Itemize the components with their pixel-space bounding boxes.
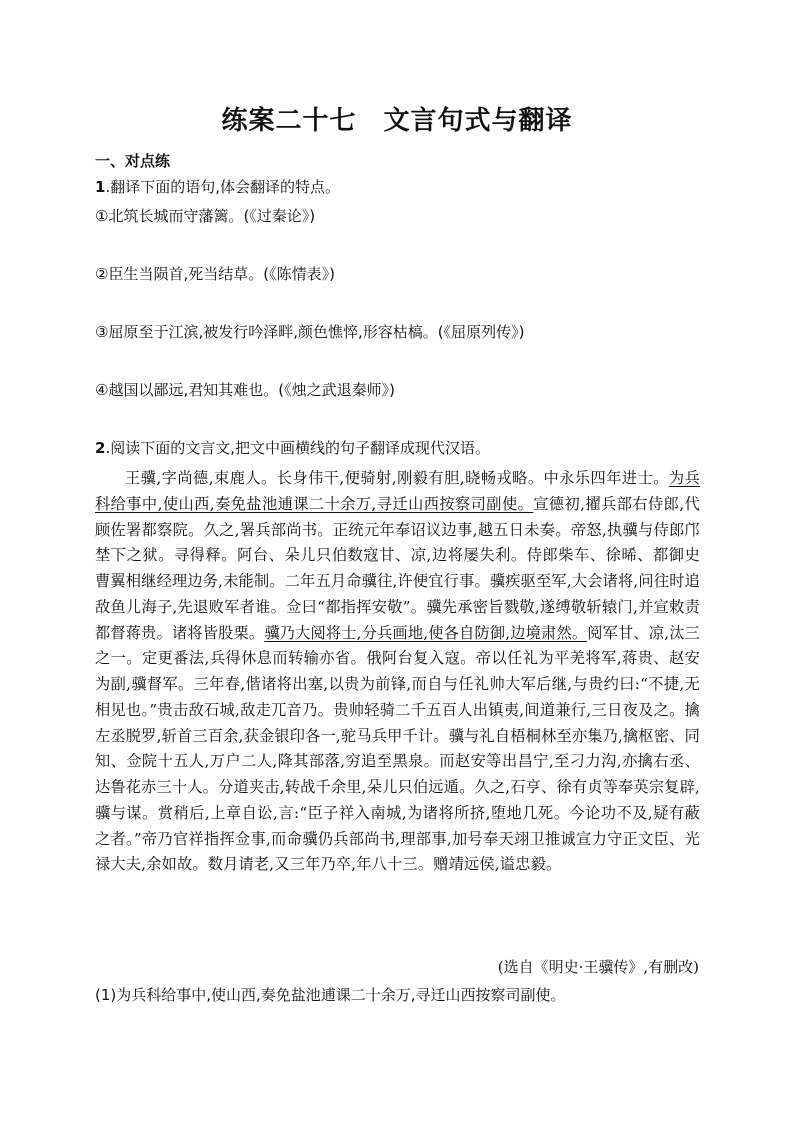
classical-passage: [95, 466, 700, 878]
passage-text: 王骥,字尚德,束鹿人。长身伟干,便骑射,刚毅有胆,晓畅戎略。中永乐四年进士。: [125, 469, 669, 487]
question-2: [95, 437, 490, 459]
sentence-item: ①北筑长城而守藩篱。(《过秦论》): [95, 207, 316, 225]
section-heading: 一、对点练: [95, 152, 171, 170]
question-prompt: .阅读下面的文言文,把文中画横线的句子翻译成现代汉语。: [105, 439, 490, 457]
question-number: 2: [95, 439, 106, 457]
underlined-sentence-2: 骥乃大阅将士,分兵画地,使各自防御,边境肃然。: [264, 623, 588, 642]
sentence-item: ②臣生当陨首,死当结草。(《陈情表》): [95, 265, 335, 283]
passage-source: (选自《明史·王骥传》,有删改): [497, 958, 699, 976]
page-title: 练案二十七 文言句式与翻译: [221, 106, 573, 136]
translation-subquestion: (1)为兵科给事中,使山西,奏免盐池逋课二十余万,寻迁山西按察司副使。: [95, 986, 566, 1004]
sentence-item: ③屈原至于江滨,被发行吟泽畔,颜色憔悴,形容枯槁。(《屈原列传》): [95, 323, 525, 341]
passage-text: 阅军甘、凉,汰三之一。定更番法,兵得休息而转输亦省。俄阿台复入寇。帝以任礼为平羌将军,蒋贵、赵安为副,骥督军。三年春,偕诸将出塞,以贵为前锋,而自与任礼帅大军后继,与贵约曰:“不捷,无相见也。”贵击敌石城,敌走兀音乃。贵帅轻骑二千五百人出镇夷,间道兼行,三日夜及之。擒左丞脱罗,斩首三百余,获金银印各一,驼马兵甲千计。骥与礼自梧桐林至亦集乃,擒枢密、同知、佥院十五人,万户二人,降其部落,穷追至黑泉。而赵安等出昌宁,至刁力沟,亦擒右丞、达鲁花赤三十人。分道夹击,转战千余里,朵儿只伯远遁。久之,石亨、徐有贞等奉英宗复辟,骥与谋。赏稍后,上章自讼,言:“臣子祥入南城,为诸将所挤,堕地几死。今论功不及,疑有蔽之者。”帝乃官祥指挥佥事,而命骥仍兵部尚书,理部事,加号奉天翊卫推诚宣力守正文臣、光禄大夫,余如故。数月请老,又三年乃卒,年八十三。赠靖远侯,谥忠毅。: [95, 623, 700, 874]
underlined-sentence-1: 为兵科给事中,使山西,奏免盐池逋课二十余万,寻迁山西按察司副使。: [95, 469, 700, 513]
question-number: 1: [95, 178, 106, 196]
question-1: [95, 176, 340, 198]
sentence-item: ④越国以鄙远,君知其难也。(《烛之武退秦师》): [95, 381, 395, 399]
question-prompt: .翻译下面的语句,体会翻译的特点。: [105, 178, 340, 196]
passage-text: 宣德初,擢兵部右侍郎,代顾佐署都察院。久之,署兵部尚书。正统元年奉诏议边事,越五日未奏。帝怒,执骥与侍郎邝埜下之狱。寻得释。阿台、朵儿只伯数寇甘、凉,边将屡失利。侍郎柴车、徐晞、都御史曹翼相继经理边务,未能制。二年五月命骥往,许便宜行事。骥疾驱至军,大会诸将,问往时追敌鱼儿海子,先退败军者谁。佥曰“都指挥安敬”。骥先承密旨戮敬,遂缚敬斩辕门,并宣敕责都督蒋贵。诸将皆股栗。: [95, 494, 701, 642]
